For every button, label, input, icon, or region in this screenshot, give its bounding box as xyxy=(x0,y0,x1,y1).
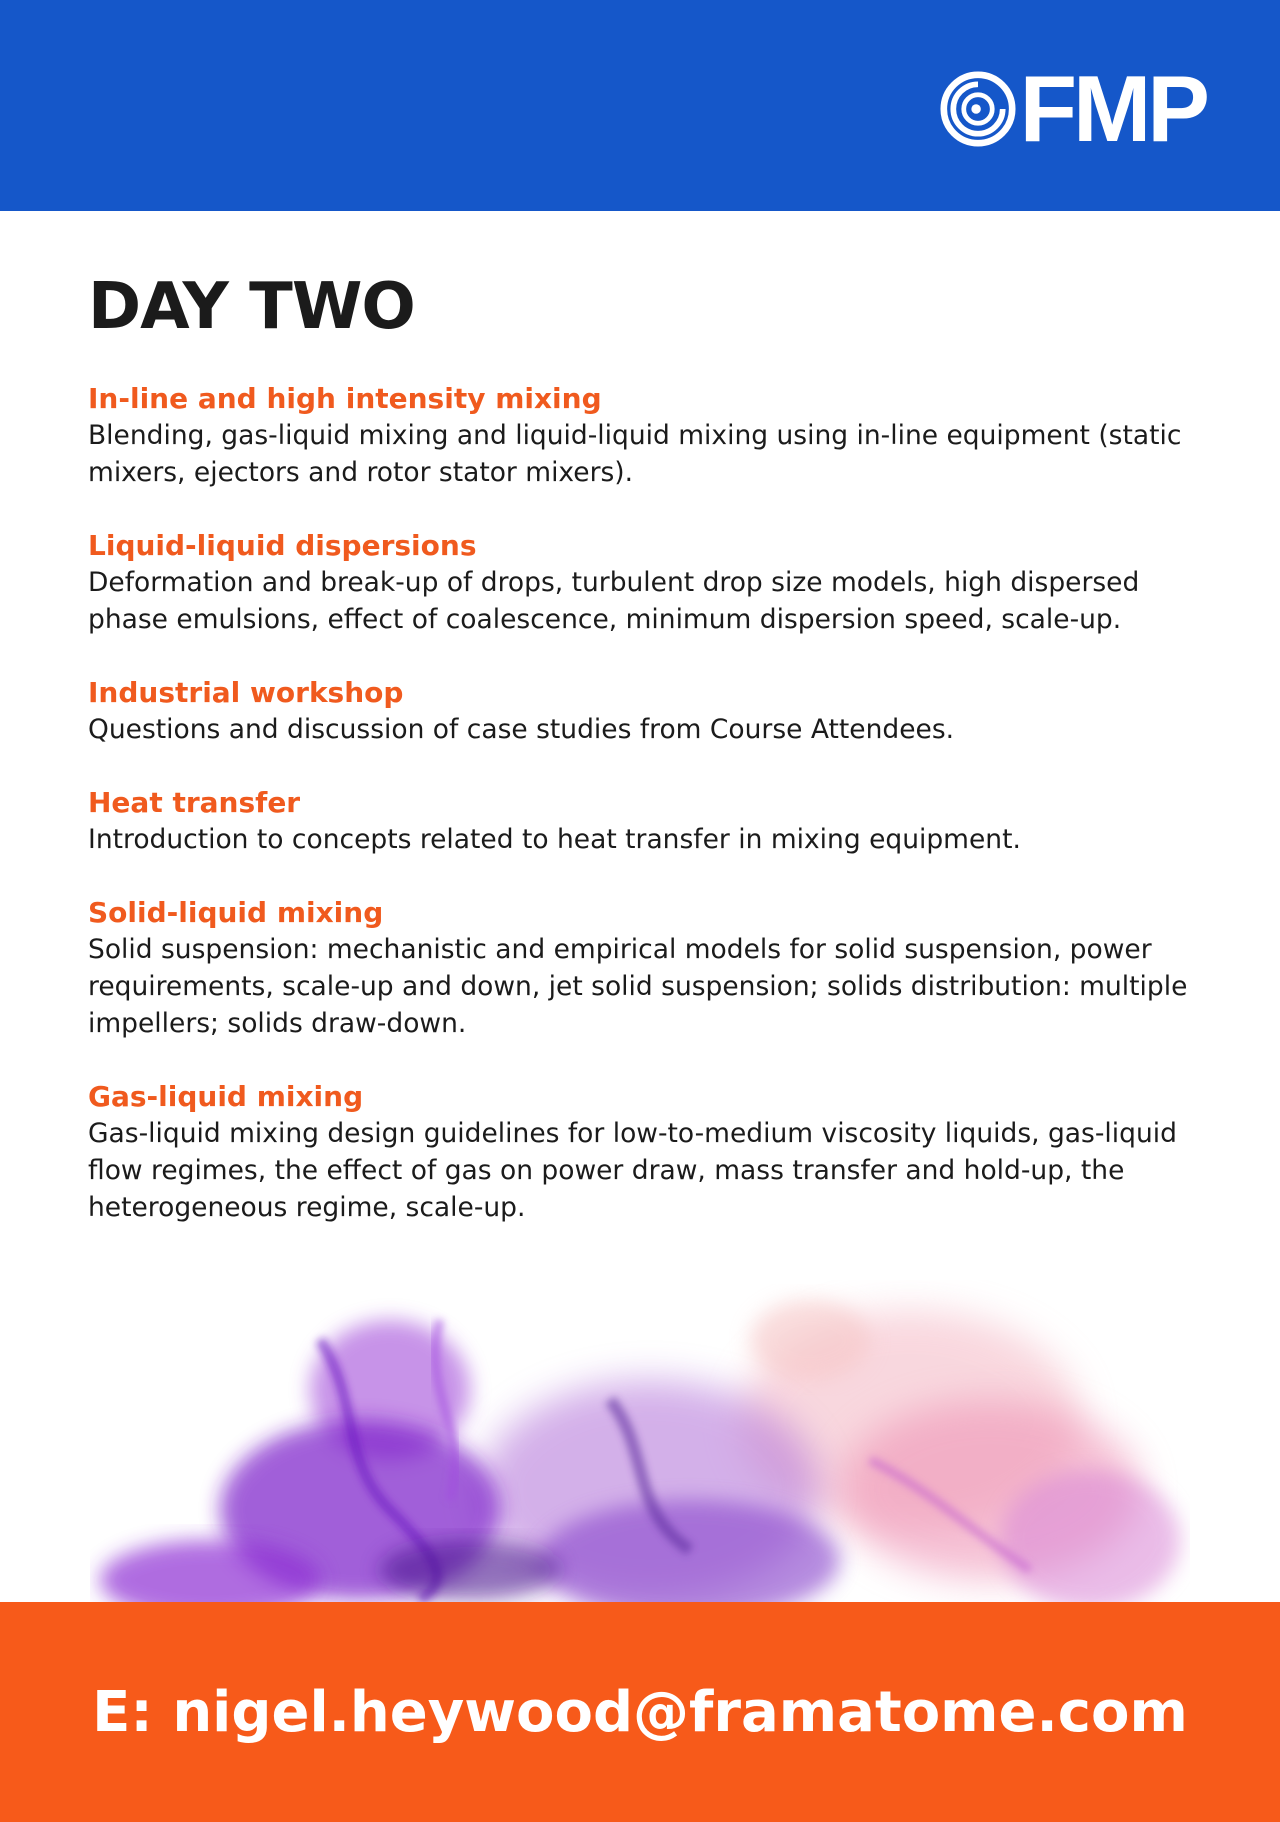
section-body: Questions and discussion of case studies from Course Attendees. xyxy=(88,714,955,746)
section-heading: Liquid-liquid dispersions xyxy=(88,529,477,563)
ink-cloud-illustration xyxy=(90,1280,1190,1602)
section-body: Solid suspension: mechanistic and empirical models for solid suspension, power requirements, scale-up and down, jet solid suspension; solids distribution: multiple impellers; solids draw-down. xyxy=(88,934,1188,1040)
section-body: Introduction to concepts related to heat transfer in mixing equipment. xyxy=(88,824,1021,856)
section-heading: In-line and high intensity mixing xyxy=(88,382,602,416)
section-heat-transfer xyxy=(88,784,1208,858)
section-heading: Gas-liquid mixing xyxy=(88,1080,364,1114)
header-band xyxy=(0,0,1280,211)
section-heading: Industrial workshop xyxy=(88,676,404,710)
footer-band xyxy=(0,1602,1280,1822)
section-inline-mixing xyxy=(88,380,1208,491)
contact-email[interactable]: E: nigel.heywood@framatome.com xyxy=(92,1679,1188,1745)
section-body: Gas-liquid mixing design guidelines for low-to-medium viscosity liquids, gas-liquid flow regimes, the effect of gas on power draw, mass transfer and hold-up, the heterogeneous regime, scale-up. xyxy=(88,1118,1177,1224)
section-heading: Solid-liquid mixing xyxy=(88,896,384,930)
logo-text: FMP xyxy=(1019,56,1206,161)
section-gas-liquid xyxy=(88,1078,1208,1226)
fmp-swirl-logo-icon xyxy=(940,71,1016,147)
section-solid-liquid xyxy=(88,894,1208,1042)
section-industrial-workshop xyxy=(88,674,1208,748)
section-body: Blending, gas-liquid mixing and liquid-liquid mixing using in-line equipment (static mixers, ejectors and rotor stator mixers). xyxy=(88,420,1182,489)
section-heading: Heat transfer xyxy=(88,786,301,820)
main-content xyxy=(88,272,1208,1262)
section-body: Deformation and break-up of drops, turbulent drop size models, high dispersed phase emulsions, effect of coalescence, minimum dispersion speed, scale-up. xyxy=(88,567,1140,636)
fmp-logo xyxy=(940,56,1206,161)
section-liquid-dispersions xyxy=(88,527,1208,638)
page-title: DAY TWO xyxy=(88,270,415,344)
